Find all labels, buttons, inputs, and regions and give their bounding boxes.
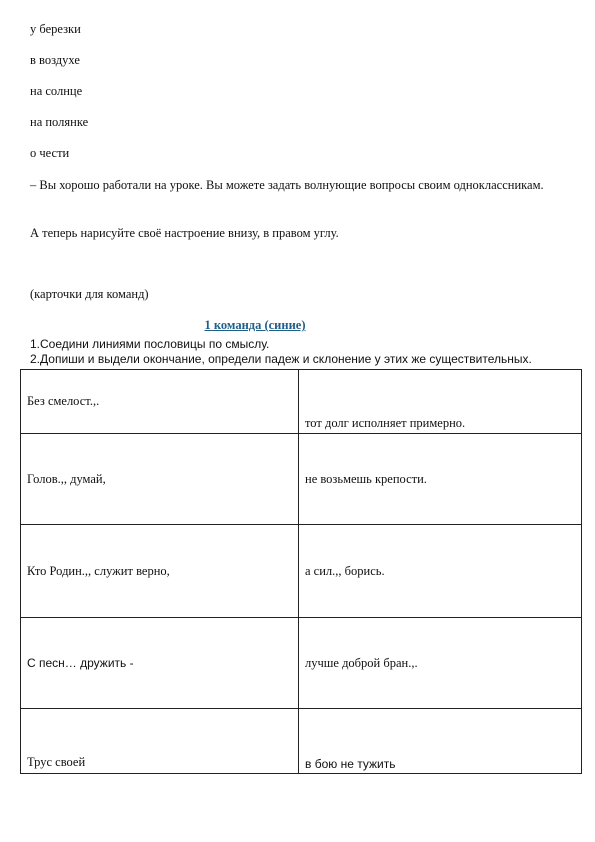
- paragraph-draw-mood: А теперь нарисуйте своё настроение внизу, в правом углу.: [30, 226, 339, 240]
- table-row: [21, 709, 582, 774]
- team-heading: 1 команда (синие): [204, 318, 306, 332]
- table-cell: Кто Родин.,, служит верно,: [21, 525, 299, 618]
- text-line-3: на солнце: [30, 84, 83, 98]
- cards-note: (карточки для команд): [30, 287, 149, 301]
- table-cell: Голов.,, думай,: [21, 434, 299, 525]
- table-row: [21, 618, 582, 709]
- task-2: 2.Допиши и выдели окончание, определи падеж и склонение у этих же существительных.: [30, 352, 532, 366]
- table-cell: Без смелост.,.: [21, 370, 299, 434]
- table-row: [21, 525, 582, 618]
- table-cell: С песн… дружить -: [21, 618, 299, 709]
- paragraph-praise: – Вы хорошо работали на уроке. Вы можете задать волнующие вопросы своим одноклассникам.: [30, 178, 544, 192]
- proverbs-table: [20, 369, 582, 774]
- text-line-5: о чести: [30, 146, 70, 160]
- text-line-1: у березки: [30, 22, 81, 36]
- table-cell: тот долг исполняет примерно.: [299, 370, 582, 434]
- table-cell: Трус своей: [21, 709, 299, 774]
- table-row: [21, 434, 582, 525]
- table-cell: лучше доброй бран.,.: [299, 618, 582, 709]
- table-cell: в бою не тужить: [299, 709, 582, 774]
- table-cell: а сил.,, борись.: [299, 525, 582, 618]
- text-line-2: в воздухе: [30, 53, 80, 67]
- table-row: [21, 370, 582, 434]
- text-line-4: на полянке: [30, 115, 89, 129]
- task-1: 1.Соедини линиями пословицы по смыслу.: [30, 337, 270, 351]
- table-cell: не возьмешь крепости.: [299, 434, 582, 525]
